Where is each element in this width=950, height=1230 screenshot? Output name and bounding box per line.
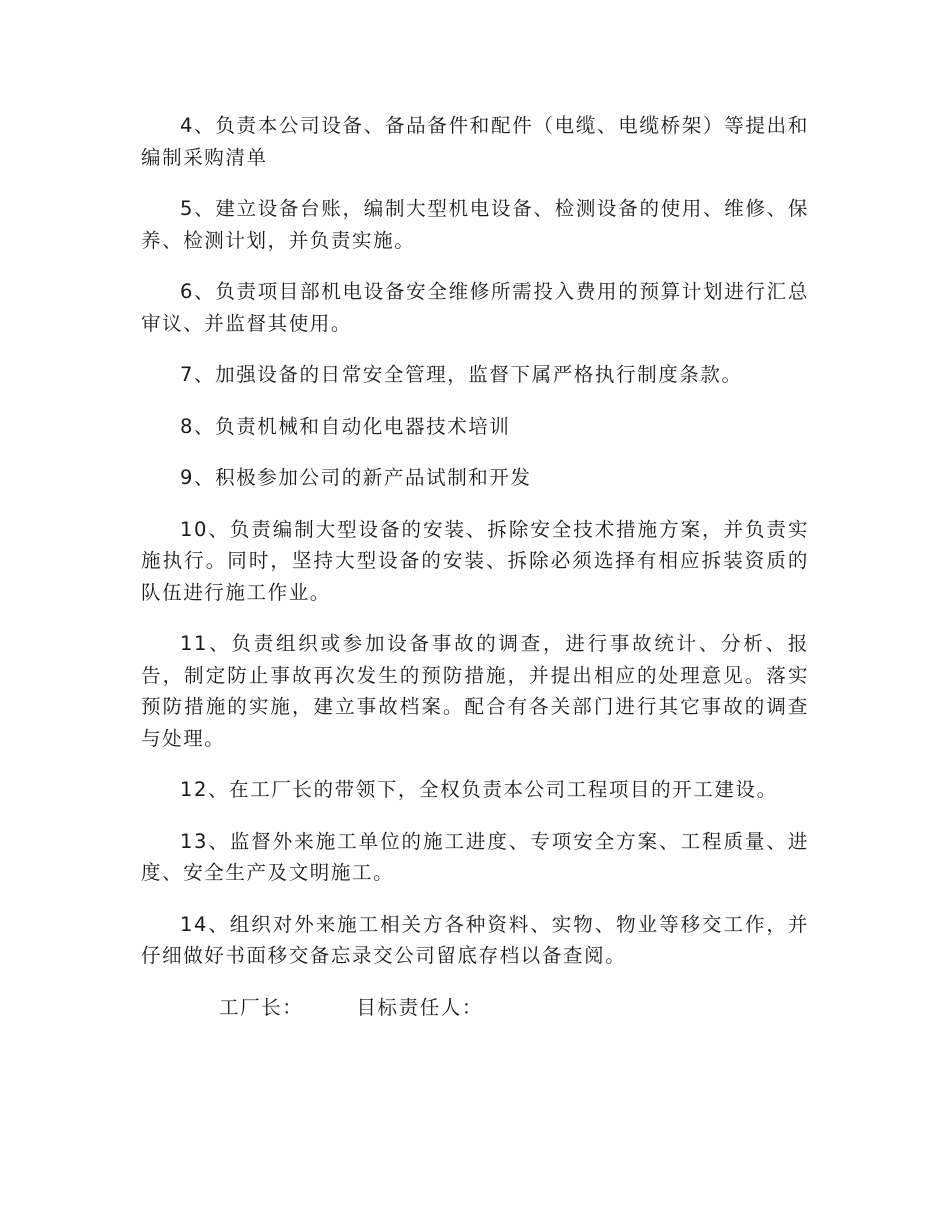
paragraph-item-14: 14、组织对外来施工相关方各种资料、实物、物业等移交工作，并仔细做好书面移交备忘录交公司留底存档以备查阅。 [141,912,809,967]
paragraph-item-11: 11、负责组织或参加设备事故的调查，进行事故统计、分析、报告，制定防止事故再次发生的预防措施，并提出相应的处理意见。落实预防措施的实施，建立事故档案。配合有各关部门进行其它事故的调查与处理。 [141,632,809,750]
paragraph-item-10: 10、负责编制大型设备的安装、拆除安全技术措施方案，并负责实施执行。同时，坚持大型设备的安装、拆除必须选择有相应拆装资质的队伍进行施工作业。 [141,517,809,604]
paragraph-item-12: 12、在工厂长的带领下，全权负责本公司工程项目的开工建设。 [180,778,778,801]
paragraph-item-8: 8、负责机械和自动化电器技术培训 [180,414,511,438]
signature-line [141,992,809,1024]
paragraph-item-7: 7、加强设备的日常安全管理，监督下属严格执行制度条款。 [180,363,743,386]
target-responsible-person-label: 目标责任人： [356,995,484,1019]
paragraph-item-13: 13、监督外来施工单位的施工进度、专项安全方案、工程质量、进度、安全生产及文明施工。 [141,829,809,884]
paragraph-item-5: 5、建立设备台账，编制大型机电设备、检测设备的使用、维修、保养、检测计划，并负责实施。 [141,197,809,252]
paragraph-item-4: 4、负责本公司设备、备品备件和配件（电缆、电缆桥架）等提出和编制采购清单 [141,114,809,169]
document-body [141,110,809,1023]
paragraph-item-6: 6、负责项目部机电设备安全维修所需投入费用的预算计划进行汇总审议、并监督其使用。 [141,280,809,335]
factory-director-label: 工厂长： [219,995,304,1019]
paragraph-item-9: 9、积极参加公司的新产品试制和开发 [180,466,532,489]
